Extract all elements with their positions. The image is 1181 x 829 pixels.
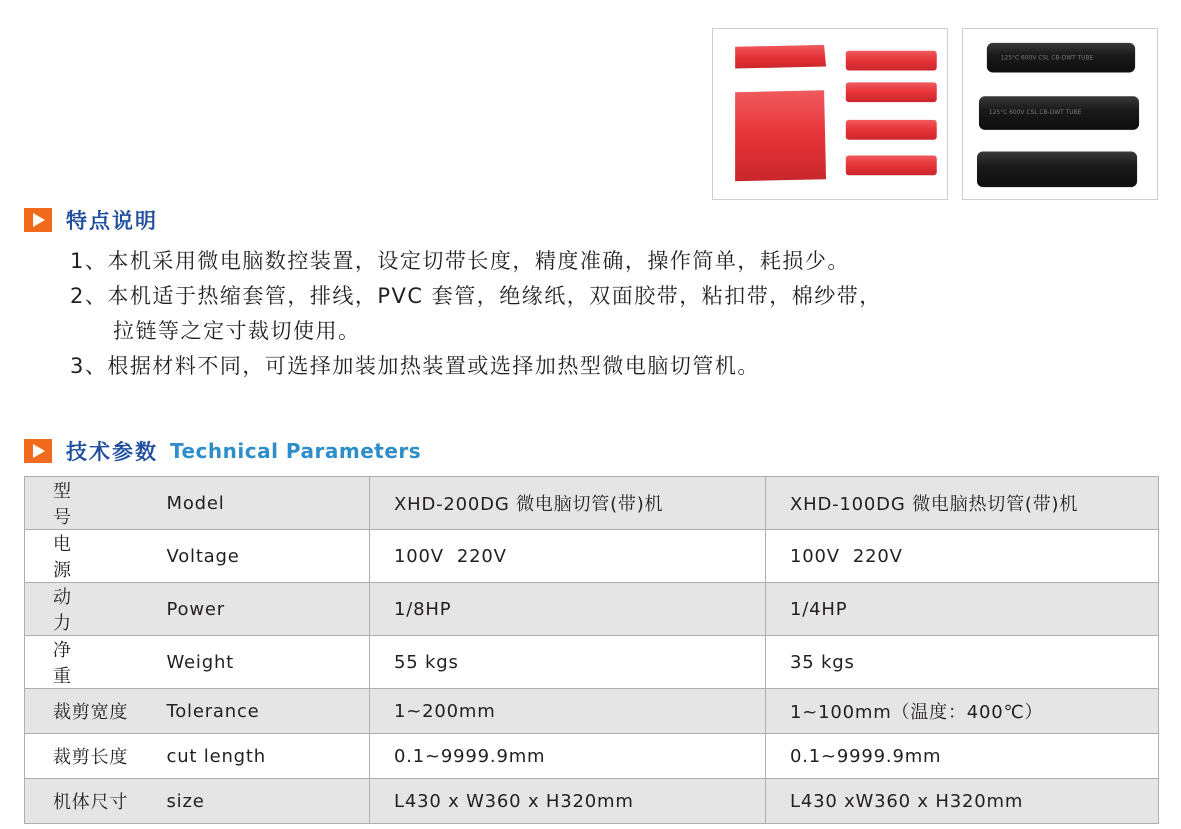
params-title-en: Technical Parameters bbox=[170, 439, 422, 463]
red-tube-piece bbox=[846, 120, 937, 140]
features-heading bbox=[24, 205, 158, 235]
model-200dg-value: 1/8HP bbox=[370, 583, 766, 636]
row-label-cn: 电源 bbox=[53, 534, 115, 581]
red-tube-piece bbox=[846, 51, 937, 71]
features-title: 特点说明 bbox=[66, 209, 158, 233]
row-label-cn: 裁剪宽度 bbox=[25, 689, 167, 734]
params-title-cn: 技术参数 bbox=[66, 440, 158, 464]
red-tube-strip bbox=[735, 45, 826, 69]
feature-item-continuation: 拉链等之定寸裁切使用。 bbox=[113, 319, 361, 343]
table-row bbox=[25, 477, 1159, 530]
features-list bbox=[70, 244, 1070, 384]
table-row bbox=[25, 530, 1159, 583]
row-label-en: Model bbox=[167, 477, 370, 530]
row-label-cn: 机体尺寸 bbox=[25, 779, 167, 824]
row-label-cn: 型号 bbox=[53, 481, 115, 528]
table-row bbox=[25, 734, 1159, 779]
play-arrow-icon bbox=[24, 439, 52, 463]
row-label-cn: 动力 bbox=[53, 587, 115, 634]
row-label-en: Power bbox=[167, 583, 370, 636]
row-label-en: cut length bbox=[167, 734, 370, 779]
row-label-en: size bbox=[167, 779, 370, 824]
feature-item: 3、根据材料不同，可选择加装加热装置或选择加热型微电脑切管机。 bbox=[70, 354, 760, 378]
red-tube-flat-large bbox=[735, 90, 826, 181]
table-row bbox=[25, 636, 1159, 689]
model-200dg-value: 0.1~9999.9mm bbox=[370, 734, 766, 779]
row-label-en: Tolerance bbox=[167, 689, 370, 734]
row-label-cn: 净重 bbox=[53, 640, 115, 687]
row-label-en: Voltage bbox=[167, 530, 370, 583]
red-tube-piece bbox=[846, 156, 937, 176]
model-200dg-value: 55 kgs bbox=[370, 636, 766, 689]
model-100dg-value: L430 xW360 x H320mm bbox=[766, 779, 1159, 824]
row-label-en: Weight bbox=[167, 636, 370, 689]
model-200dg-value: L430 x W360 x H320mm bbox=[370, 779, 766, 824]
play-arrow-icon bbox=[24, 208, 52, 232]
row-label-cn: 裁剪长度 bbox=[25, 734, 167, 779]
tube-print-2: 125°C 600V CSL CB-DWT TUBE bbox=[988, 109, 1082, 117]
model-100dg-value: 0.1~9999.9mm bbox=[766, 734, 1159, 779]
model-100dg-value: 100V 220V bbox=[766, 530, 1159, 583]
model-200dg-value: 100V 220V bbox=[370, 530, 766, 583]
params-heading bbox=[24, 436, 421, 466]
black-tube-thick bbox=[977, 152, 1137, 188]
tube-print-1: 125°C 600V CSL CB-DWT TUBE bbox=[1000, 54, 1094, 62]
red-heat-shrink-tube-photo bbox=[712, 28, 948, 200]
model-100dg-value: XHD-100DG 微电脑热切管(带)机 bbox=[766, 477, 1159, 530]
model-100dg-value: 1~100mm（温度：400℃） bbox=[766, 689, 1159, 734]
model-100dg-value: 1/4HP bbox=[766, 583, 1159, 636]
red-tube-piece bbox=[846, 82, 937, 102]
black-heat-shrink-tube-photo bbox=[962, 28, 1158, 200]
model-100dg-value: 35 kgs bbox=[766, 636, 1159, 689]
model-200dg-value: XHD-200DG 微电脑切管(带)机 bbox=[370, 477, 766, 530]
feature-item: 1、本机采用微电脑数控装置，设定切带长度，精度准确，操作简单，耗损少。 bbox=[70, 249, 850, 273]
table-row bbox=[25, 779, 1159, 824]
technical-parameters-table bbox=[24, 476, 1159, 824]
model-200dg-value: 1~200mm bbox=[370, 689, 766, 734]
table-row bbox=[25, 583, 1159, 636]
feature-item: 2、本机适于热缩套管，排线，PVC 套管，绝缘纸，双面胶带，粘扣带，棉纱带， bbox=[70, 284, 882, 308]
table-row bbox=[25, 689, 1159, 734]
